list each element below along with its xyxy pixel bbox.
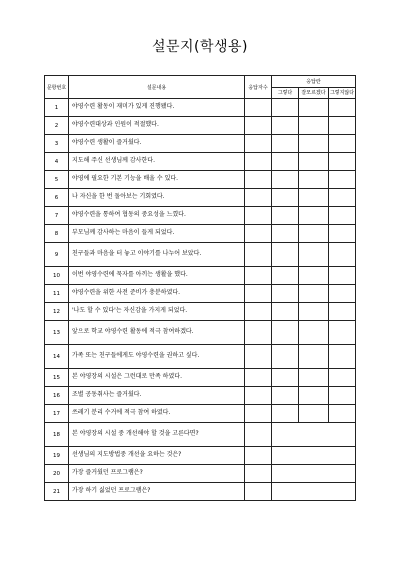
- answer-yes-cell[interactable]: [272, 189, 299, 207]
- table-row: [45, 483, 356, 501]
- table-row: [45, 207, 356, 225]
- table-row: [45, 225, 356, 243]
- answer-no-cell[interactable]: [329, 99, 356, 117]
- answer-no-cell[interactable]: [329, 135, 356, 153]
- table-body: [45, 99, 356, 501]
- respondent-count-cell[interactable]: [245, 423, 272, 447]
- answer-yes-cell[interactable]: [272, 171, 299, 189]
- respondent-count-cell[interactable]: [245, 135, 272, 153]
- answer-no-cell[interactable]: [329, 117, 356, 135]
- respondent-count-cell[interactable]: [245, 465, 272, 483]
- question-text: 야영수련을 위한 사전 준비가 충분하였다.: [69, 285, 245, 303]
- header-content: 설문내용: [69, 76, 245, 99]
- respondent-count-cell[interactable]: [245, 303, 272, 321]
- free-answer-cell[interactable]: [272, 423, 356, 447]
- respondent-count-cell[interactable]: [245, 171, 272, 189]
- question-text: 부모님께 감사하는 마음이 들게 되었다.: [69, 225, 245, 243]
- answer-no-cell[interactable]: [329, 405, 356, 423]
- answer-yes-cell[interactable]: [272, 285, 299, 303]
- answer-unsure-cell[interactable]: [299, 171, 329, 189]
- answer-unsure-cell[interactable]: [299, 321, 329, 345]
- answer-unsure-cell[interactable]: [299, 117, 329, 135]
- answer-unsure-cell[interactable]: [299, 189, 329, 207]
- answer-unsure-cell[interactable]: [299, 225, 329, 243]
- question-number: 19: [45, 447, 69, 465]
- table-row: [45, 405, 356, 423]
- table-row: [45, 369, 356, 387]
- question-number: 6: [45, 189, 69, 207]
- question-text: 야영수련 생활이 즐거웠다.: [69, 135, 245, 153]
- table-row: [45, 321, 356, 345]
- answer-unsure-cell[interactable]: [299, 99, 329, 117]
- question-number: 15: [45, 369, 69, 387]
- answer-unsure-cell[interactable]: [299, 153, 329, 171]
- question-number: 4: [45, 153, 69, 171]
- table-row: [45, 423, 356, 447]
- question-text: 본 야영장의 시설은 그런대로 만족 하였다.: [69, 369, 245, 387]
- free-answer-cell[interactable]: [272, 483, 356, 501]
- question-text: 본 야영장의 시설 중 개선해야 할 것을 고른다면?: [69, 423, 245, 447]
- question-text: 선생님의 지도방법중 개선을 요하는 것은?: [69, 447, 245, 465]
- question-text: 이번 야영수련에 묵자를 아끼는 생활을 했다.: [69, 267, 245, 285]
- answer-yes-cell[interactable]: [272, 207, 299, 225]
- question-text: 야영에 필요한 기본 기능을 배울 수 있다.: [69, 171, 245, 189]
- question-number: 5: [45, 171, 69, 189]
- question-text: 야영수련을 통하여 협동의 중요성을 느꼈다.: [69, 207, 245, 225]
- question-number: 17: [45, 405, 69, 423]
- answer-yes-cell[interactable]: [272, 117, 299, 135]
- answer-yes-cell[interactable]: [272, 135, 299, 153]
- answer-yes-cell[interactable]: [272, 225, 299, 243]
- table-row: [45, 465, 356, 483]
- question-number: 10: [45, 267, 69, 285]
- respondent-count-cell[interactable]: [245, 243, 272, 267]
- respondent-count-cell[interactable]: [245, 483, 272, 501]
- respondent-count-cell[interactable]: [245, 285, 272, 303]
- table-row: [45, 285, 356, 303]
- table-row: [45, 117, 356, 135]
- answer-yes-cell[interactable]: [272, 243, 299, 267]
- answer-unsure-cell[interactable]: [299, 243, 329, 267]
- question-text: 지도해 주신 선생님께 감사한다.: [69, 153, 245, 171]
- question-text: 앞으로 학교 야영수련 활동에 적극 참여하겠다.: [69, 321, 245, 345]
- header-option-unsure: 잘모르겠다: [299, 87, 329, 99]
- answer-no-cell[interactable]: [329, 225, 356, 243]
- respondent-count-cell[interactable]: [245, 369, 272, 387]
- answer-unsure-cell[interactable]: [299, 267, 329, 285]
- table-row: [45, 243, 356, 267]
- respondent-count-cell[interactable]: [245, 447, 272, 465]
- answer-yes-cell[interactable]: [272, 345, 299, 369]
- question-number: 8: [45, 225, 69, 243]
- table-row: [45, 153, 356, 171]
- respondent-count-cell[interactable]: [245, 207, 272, 225]
- answer-unsure-cell[interactable]: [299, 387, 329, 405]
- respondent-count-cell[interactable]: [245, 189, 272, 207]
- question-number: 3: [45, 135, 69, 153]
- respondent-count-cell[interactable]: [245, 345, 272, 369]
- answer-yes-cell[interactable]: [272, 303, 299, 321]
- survey-table: [44, 75, 356, 501]
- respondent-count-cell[interactable]: [245, 267, 272, 285]
- question-text: 친구들과 마음을 터 놓고 이야기를 나누어 보았다.: [69, 243, 245, 267]
- answer-unsure-cell[interactable]: [299, 135, 329, 153]
- question-number: 16: [45, 387, 69, 405]
- free-answer-cell[interactable]: [272, 465, 356, 483]
- question-text: 야영수련 활동이 재미가 있게 진행됐다.: [69, 99, 245, 117]
- answer-no-cell[interactable]: [329, 189, 356, 207]
- question-number: 2: [45, 117, 69, 135]
- header-option-no: 그렇지않다: [329, 87, 356, 99]
- table-row: [45, 189, 356, 207]
- table-row: [45, 303, 356, 321]
- answer-unsure-cell[interactable]: [299, 285, 329, 303]
- table-row: [45, 345, 356, 369]
- respondent-count-cell[interactable]: [245, 153, 272, 171]
- question-text: 가장 하기 싫었던 프로그램은?: [69, 483, 245, 501]
- question-number: 14: [45, 345, 69, 369]
- answer-unsure-cell[interactable]: [299, 369, 329, 387]
- answer-no-cell[interactable]: [329, 345, 356, 369]
- respondent-count-cell[interactable]: [245, 99, 272, 117]
- answer-yes-cell[interactable]: [272, 153, 299, 171]
- answer-unsure-cell[interactable]: [299, 405, 329, 423]
- header-number: 문항번호: [45, 76, 69, 99]
- table-row: [45, 99, 356, 117]
- answer-unsure-cell[interactable]: [299, 303, 329, 321]
- answer-no-cell[interactable]: [329, 285, 356, 303]
- header-respondents: 응답자수: [245, 76, 272, 99]
- page-title: 설문지(학생용): [151, 39, 249, 55]
- question-text: 가장 즐거웠던 프로그램은?: [69, 465, 245, 483]
- question-number: 13: [45, 321, 69, 345]
- table-row: [45, 171, 356, 189]
- table-row: [45, 135, 356, 153]
- question-number: 9: [45, 243, 69, 267]
- answer-unsure-cell[interactable]: [299, 345, 329, 369]
- free-answer-cell[interactable]: [272, 447, 356, 465]
- question-text: '나도 할 수 있다'는 자신감을 가지게 되었다.: [69, 303, 245, 321]
- table-header: [45, 76, 356, 99]
- answer-no-cell[interactable]: [329, 207, 356, 225]
- question-number: 20: [45, 465, 69, 483]
- respondent-count-cell[interactable]: [245, 387, 272, 405]
- respondent-count-cell[interactable]: [245, 225, 272, 243]
- answer-no-cell[interactable]: [329, 171, 356, 189]
- question-number: 1: [45, 99, 69, 117]
- table-row: [45, 447, 356, 465]
- answer-yes-cell[interactable]: [272, 99, 299, 117]
- question-number: 7: [45, 207, 69, 225]
- respondent-count-cell[interactable]: [245, 117, 272, 135]
- answer-no-cell[interactable]: [329, 321, 356, 345]
- respondent-count-cell[interactable]: [245, 405, 272, 423]
- answer-yes-cell[interactable]: [272, 387, 299, 405]
- question-number: 21: [45, 483, 69, 501]
- question-text: 쓰레기 분리 수거에 적극 참여 하였다.: [69, 405, 245, 423]
- answer-yes-cell[interactable]: [272, 321, 299, 345]
- answer-no-cell[interactable]: [329, 387, 356, 405]
- answer-no-cell[interactable]: [329, 303, 356, 321]
- table-row: [45, 267, 356, 285]
- answer-no-cell[interactable]: [329, 369, 356, 387]
- question-text: 야영수련대상과 인원이 적절했다.: [69, 117, 245, 135]
- question-text: 가족 또는 친구들에게도 야영수련을 권하고 싶다.: [69, 345, 245, 369]
- answer-unsure-cell[interactable]: [299, 207, 329, 225]
- question-number: 18: [45, 423, 69, 447]
- header-responses: 응답란: [272, 76, 356, 88]
- answer-no-cell[interactable]: [329, 267, 356, 285]
- answer-yes-cell[interactable]: [272, 267, 299, 285]
- respondent-count-cell[interactable]: [245, 321, 272, 345]
- question-number: 12: [45, 303, 69, 321]
- table-row: [45, 387, 356, 405]
- answer-yes-cell[interactable]: [272, 405, 299, 423]
- question-text: 조별 공동취사는 즐거웠다.: [69, 387, 245, 405]
- answer-yes-cell[interactable]: [272, 369, 299, 387]
- question-text: 나 자신을 한 번 돌아보는 기회였다.: [69, 189, 245, 207]
- header-option-yes: 그렇다: [272, 87, 299, 99]
- question-number: 11: [45, 285, 69, 303]
- answer-no-cell[interactable]: [329, 243, 356, 267]
- answer-no-cell[interactable]: [329, 153, 356, 171]
